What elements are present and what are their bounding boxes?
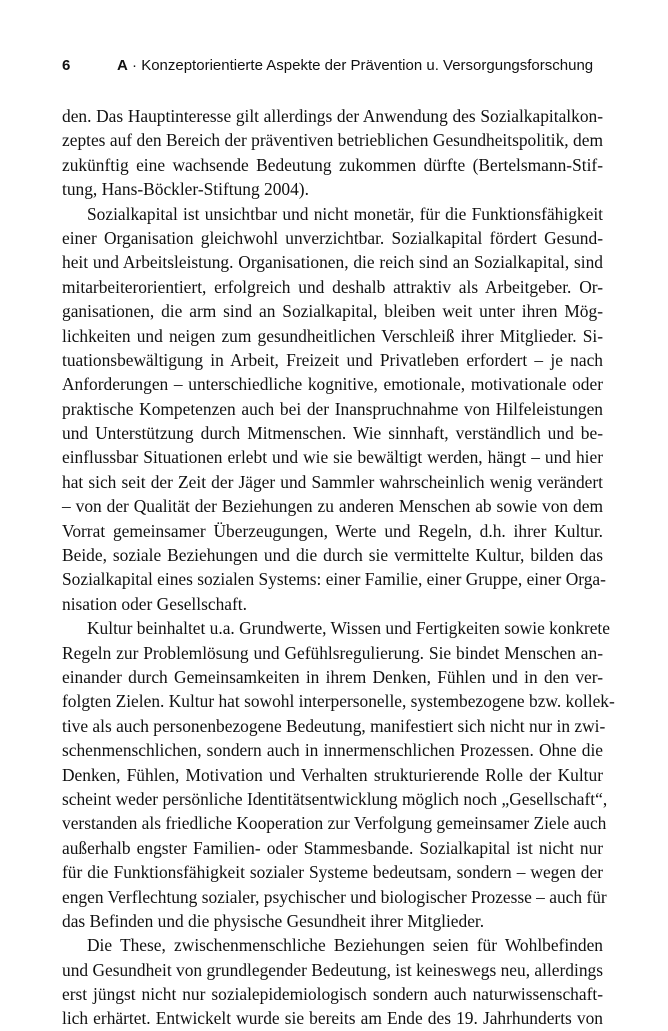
title-separator: · <box>127 57 142 74</box>
text-line: zukünftig eine wachsende Bedeutung zukommen dürfte (Bertelsmann-Stif- <box>62 154 603 175</box>
text-line: praktische Kompetenzen auch bei der Inanspruchnahme von Hilfeleistungen <box>62 398 603 419</box>
text-line: einander durch Gemeinsamkeiten in ihrem Denken, Fühlen und in den ver- <box>62 666 603 687</box>
text-line: tung, Hans-Böckler-Stiftung 2004). <box>62 179 309 200</box>
text-line: den. Das Hauptinteresse gilt allerdings der Anwendung des Sozialkapitalkon- <box>62 106 603 126</box>
text-line: außerhalb engster Familien- oder Stammesbande. Sozialkapital ist nicht nur <box>62 837 603 858</box>
text-line: tive als auch personenbezogene Bedeutung, manifestiert sich nicht nur in zwi- <box>62 715 606 736</box>
text-line: ganisationen, die arm sind an Sozialkapital, bleiben weit unter ihren Mög- <box>62 301 603 322</box>
text-line: lichkeiten und neigen zum gesundheitlichen Verschleiß ihrer Mitglieder. Si- <box>62 325 603 346</box>
text-line: einflussbar Situationen erlebt und wie sie bewältigt werden, hängt – und hier <box>62 447 603 468</box>
text-line: Beide, soziale Beziehungen und die durch sie vermittelte Kultur, bilden das <box>62 545 603 566</box>
text-line: das Befinden und die physische Gesundheit ihrer Mitglieder. <box>62 910 485 931</box>
text-line: engen Verflechtung sozialer, psychischer und biologischer Prozesse – auch für <box>62 886 607 907</box>
text-line: tuationsbewältigung in Arbeit, Freizeit und Privatleben erfordert – je nach <box>62 349 603 370</box>
page-number: 6 <box>62 57 71 74</box>
text-line: Anforderungen – unterschiedliche kognitive, emotionale, motivationale oder <box>62 374 603 395</box>
running-title <box>117 57 593 74</box>
text-line: für die Funktionsfähigkeit sozialer Systeme bedeutsam, sondern – wegen der <box>62 862 603 883</box>
text-line: heit und Arbeitsleistung. Organisationen, die reich sind an Sozialkapital, sind <box>62 252 603 273</box>
text-line: und Gesundheit von grundlegender Bedeutung, ist keineswegs neu, allerdings <box>62 959 603 980</box>
text-line: zeptes auf den Bereich der präventiven betrieblichen Gesundheitspolitik, dem <box>62 130 603 151</box>
text-line: folgten Zielen. Kultur hat sowohl interpersonelle, systembezogene bzw. kollek- <box>62 691 615 712</box>
text-line: und Unterstützung durch Mitmenschen. Wie sinnhaft, verständlich und be- <box>62 423 603 444</box>
text-line: Denken, Fühlen, Motivation und Verhalten strukturierende Rolle der Kultur <box>62 764 603 785</box>
text-line: Vorrat gemeinsamer Überzeugungen, Werte und Regeln, d.h. ihrer Kultur. <box>62 520 603 541</box>
text-line: Regeln zur Problemlösung und Gefühlsregulierung. Sie bindet Menschen an- <box>62 642 603 663</box>
text-line: schenmenschlichen, sondern auch in innermenschlichen Prozessen. Ohne die <box>62 740 603 761</box>
paragraph-first-line: Sozialkapital ist unsichtbar und nicht monetär, für die Funktionsfähigkeit <box>87 203 603 224</box>
text-line: – von der Qualität der Beziehungen zu anderen Menschen ab sowie von dem <box>62 496 603 517</box>
text-line: erst jüngst nicht nur sozialepidemiologisch sondern auch naturwissenschaft- <box>62 984 603 1005</box>
running-header <box>62 57 622 79</box>
chapter-letter: A <box>117 57 128 74</box>
text-line: scheint weder persönliche Identitätsentwicklung möglich noch „Gesellschaft“, <box>62 788 608 809</box>
running-title-text: Konzeptorientierte Aspekte der Prävention u. Versorgungsforschung <box>141 57 594 74</box>
text-line: einer Organisation gleichwohl unverzichtbar. Sozialkapital fördert Gesund- <box>62 227 603 248</box>
text-line: verstanden als friedliche Kooperation zur Verfolgung gemeinsamer Ziele auch <box>62 813 607 834</box>
text-line: nisation oder Gesellschaft. <box>62 593 247 614</box>
text-line: lich erhärtet. Entwickelt wurde sie bereits am Ende des 19. Jahrhunderts von <box>62 1008 603 1029</box>
paragraph-first-line: Kultur beinhaltet u.a. Grundwerte, Wissen und Fertigkeiten sowie konkrete <box>87 618 610 639</box>
body-text <box>62 104 615 1031</box>
paragraph-first-line: Die These, zwischenmenschliche Beziehungen seien für Wohlbefinden <box>87 935 603 956</box>
text-line: Sozialkapital eines sozialen Systems: einer Familie, einer Gruppe, einer Orga- <box>62 569 606 590</box>
text-line: hat sich seit der Zeit der Jäger und Sammler wahrscheinlich wenig verändert <box>62 471 603 492</box>
text-line: mitarbeiterorientiert, erfolgreich und deshalb attraktiv als Arbeitgeber. Or- <box>62 276 603 297</box>
